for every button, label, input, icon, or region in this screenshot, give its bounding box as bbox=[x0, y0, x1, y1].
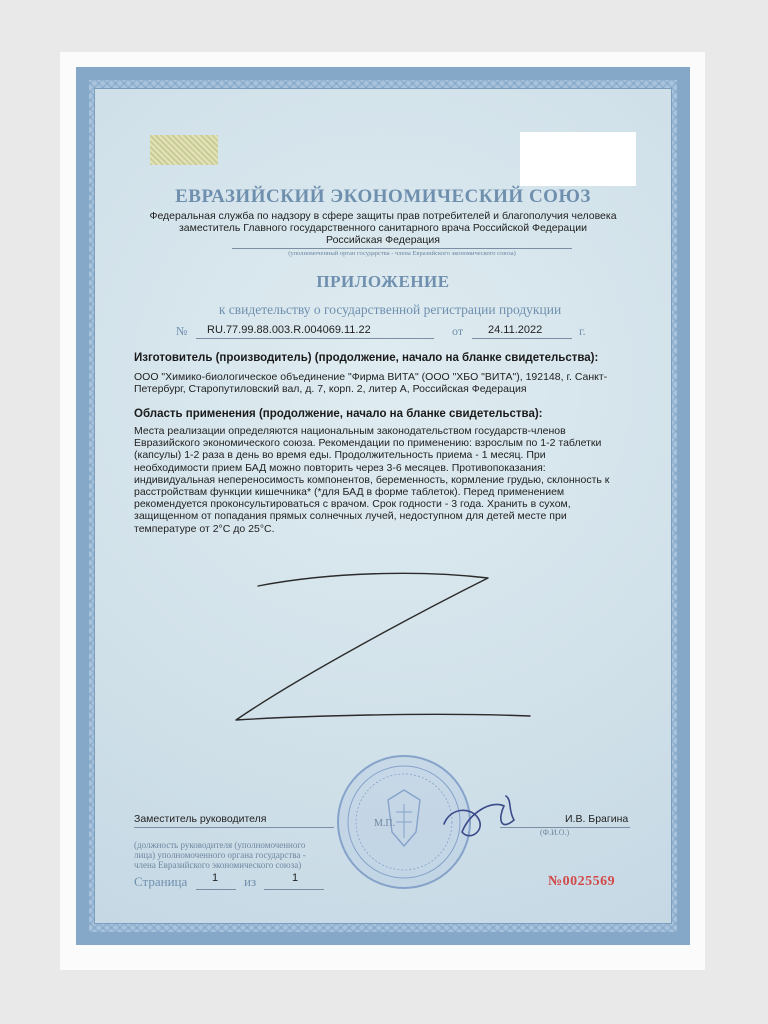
total-underline bbox=[264, 889, 324, 890]
scope-line: индивидуальная непереносимость компонентов, беременность, кормление грудью, склонность к bbox=[134, 473, 610, 486]
authority-line: заместитель Главного государственного санитарного врача Российской Федерации bbox=[178, 222, 588, 234]
authority-caption: (уполномоченный орган государства - члена Евразийского экономического союза) bbox=[288, 250, 516, 257]
annex-subtitle: к свидетельству о государственной регистрации продукции bbox=[218, 302, 562, 317]
scope-line: Евразийского экономического союза. Рекомендации по применению: взрослым по 1-2 таблетки bbox=[134, 437, 602, 450]
date-label: от bbox=[452, 324, 464, 338]
number-label: № bbox=[176, 324, 188, 338]
manufacturer-line: ООО "Химико-биологическое объединение "Фирма ВИТА" (ООО "ХБО "ВИТА"), 192148, г. Санкт- bbox=[134, 371, 608, 383]
union-title: ЕВРАЗИЙСКИЙ ЭКОНОМИЧЕСКИЙ СОЮЗ bbox=[175, 186, 591, 207]
page-underline bbox=[196, 889, 236, 890]
registration-date: 24.11.2022 bbox=[488, 324, 543, 336]
scope-line: (капсулы) 1-2 раза в день во время еды. Продолжительность приема - 1 месяц. При bbox=[134, 449, 546, 462]
signer-position: Заместитель руководителя bbox=[134, 813, 267, 825]
scope-line: необходимости прием БАД можно повторить через 3-6 месяцев. Противопоказания: bbox=[134, 461, 546, 474]
authority-line: Федеральная служба по надзору в сфере защиты прав потребителей и благополучия человека bbox=[149, 210, 617, 222]
scope-line: расстройствам функции кишечника* (*для БАД в форме таблеток). Перед применением bbox=[134, 486, 565, 499]
name-caption: (Ф.И.О.) bbox=[540, 828, 570, 837]
position-caption-line: члена Евразийского экономического союза) bbox=[134, 860, 302, 870]
page-number: 1 bbox=[212, 872, 219, 884]
of-label: из bbox=[244, 874, 257, 889]
year-suffix: г. bbox=[579, 324, 586, 338]
position-caption-line: (должность руководителя (уполномоченного bbox=[134, 840, 306, 850]
annex-title: ПРИЛОЖЕНИЕ bbox=[316, 272, 450, 291]
page-label: Страница bbox=[134, 874, 188, 889]
serial-number: №0025569 bbox=[548, 874, 616, 889]
signer-name: И.В. Брагина bbox=[565, 813, 629, 825]
scope-line: температуре от 2°С до 25°С. bbox=[134, 522, 275, 535]
total-pages: 1 bbox=[292, 872, 299, 884]
scope-heading: Область применения (продолжение, начало на бланке свидетельства): bbox=[134, 408, 543, 420]
scope-line: Места реализации определяются национальным законодательством государств-членов bbox=[134, 425, 566, 437]
authority-line: Российская Федерация bbox=[326, 234, 440, 246]
manufacturer-line: Петербург, Старопутиловский вал, д. 7, корп. 2, литер А, Российская Федерация bbox=[134, 383, 527, 396]
scope-line: защищенном от попадания прямых солнечных лучей, недоступном для детей месте при bbox=[134, 510, 567, 523]
round-official-seal-icon bbox=[338, 756, 470, 888]
registration-number: RU.77.99.88.003.R.004069.11.22 bbox=[207, 324, 371, 336]
scope-line: рекомендуется проконсультироваться с врачом. Срок годности - 3 года. Хранить в сухом, bbox=[134, 498, 571, 511]
manufacturer-heading: Изготовитель (производитель) (продолжение, начало на бланке свидетельства): bbox=[134, 352, 599, 364]
position-caption-line: лица) уполномоченного органа государства - bbox=[134, 850, 306, 860]
seal-mark: М.П. bbox=[374, 818, 396, 829]
